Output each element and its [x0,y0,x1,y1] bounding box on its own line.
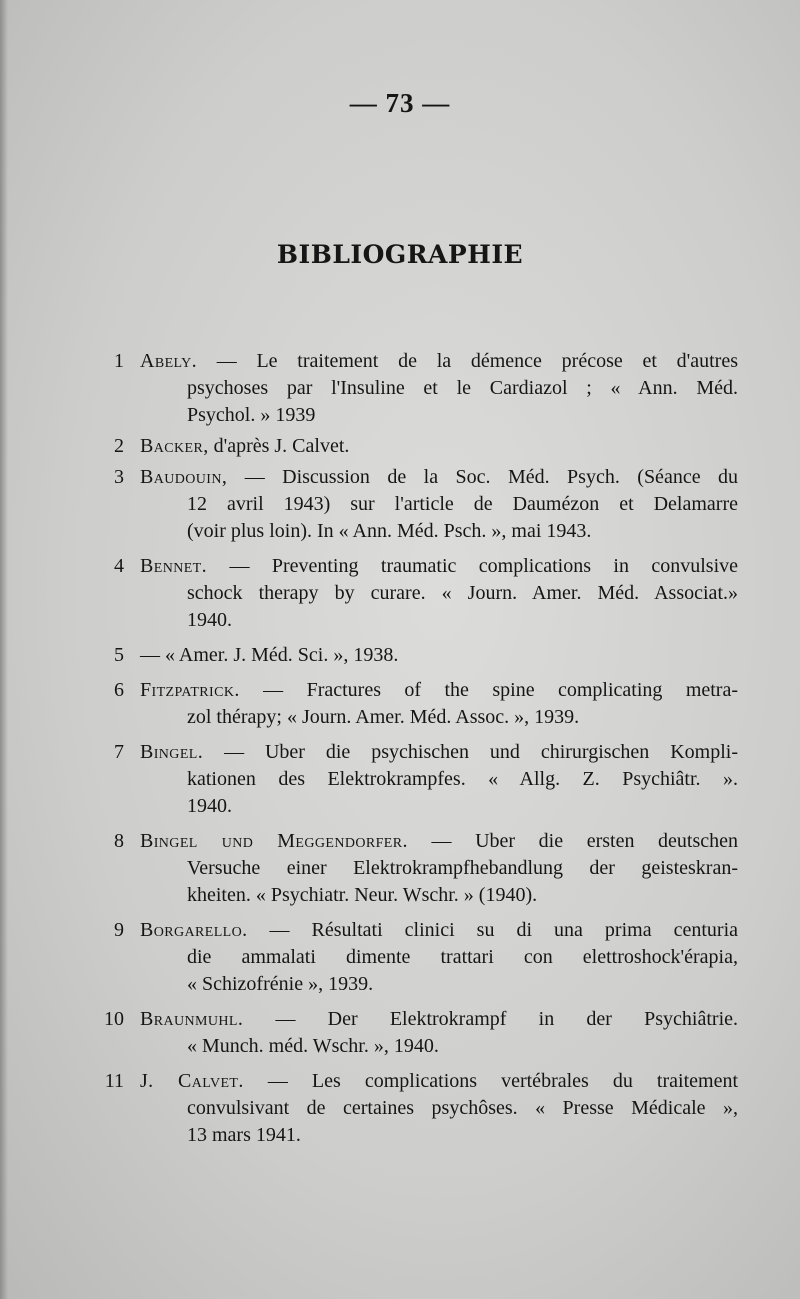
entry-line: 1940. [187,609,232,631]
entry-number: 1 [114,350,124,372]
entry-number: 11 [104,1070,124,1092]
bibliography-entry [104,1006,739,1060]
entry-number: 5 [114,644,124,666]
entry-line: kheiten. « Psychiatr. Neur. Wschr. » (1940). [187,884,538,906]
entry-line [140,739,738,766]
entry-number: 3 [114,466,124,488]
entry-line: Psychol. » 1939 [187,404,316,426]
bibliography-entry [114,348,738,429]
entry-text: — Fractures of the spine complicating metra- [263,679,739,701]
entry-text: — Résultati clinici su di una prima centuria [269,919,738,941]
entry-line: (voir plus loin). In « Ann. Méd. Psch. », mai 1943. [187,520,592,542]
entry-line [140,828,738,855]
entry-text: d'après J. Calvet. [213,435,350,457]
entry-author: Bingel und Meggendorfer. [140,830,408,852]
entry-line [140,433,738,460]
bibliography-list [0,340,800,1149]
entry-text: — Uber die ersten deutschen [431,830,739,852]
entry-number: 7 [114,741,124,763]
bibliography-entry [114,642,738,669]
entry-line [140,553,738,580]
entry-text: — Preventing traumatic complications in convulsive [229,555,739,577]
entry-number: 8 [114,830,124,852]
entry-author: Bingel. [140,741,204,763]
entry-line: convulsivant de certaines psychôses. « Presse Médicale », [187,1097,738,1119]
entry-author: Bennet. [140,555,208,577]
entry-line: zol thérapy; « Journ. Amer. Méd. Assoc. », 1939. [187,706,580,728]
entry-line [140,917,738,944]
bibliography-entry [114,677,739,731]
entry-number: 9 [114,919,124,941]
bibliography-entry [114,917,738,998]
bibliography-entry [114,553,739,634]
entry-line: 12 avril 1943) sur l'article de Daumézon et Delamarre [187,493,738,515]
entry-line: die ammalati dimente trattari con elettroshock'érapia, [187,946,738,968]
entry-line [140,348,738,375]
entry-line: 13 mars 1941. [187,1124,301,1146]
entry-text: — Uber die psychischen und chirurgischen Kompli- [224,741,738,763]
bibliography-heading: BIBLIOGRAPHIE [276,240,524,269]
entry-number: 10 [104,1008,124,1030]
entry-number: 6 [114,679,124,701]
bibliography-entry [104,1068,739,1149]
entry-author: Abely. [140,350,197,372]
entry-number: 2 [114,435,124,457]
entry-line [140,1068,738,1095]
page-number: — 73 — [349,88,451,118]
entry-line: schock therapy by curare. « Journ. Amer. Méd. Associat.» [187,582,738,604]
entry-author: Borgarello. [140,919,248,941]
entry-number: 4 [114,555,124,577]
bibliography-entry [114,433,738,460]
bibliography-entry [114,828,739,909]
bibliography-entry [114,739,738,820]
entry-line [140,1006,738,1033]
entry-line: psychoses par l'Insuline et le Cardiazol ; « Ann. Méd. [187,377,738,399]
entry-line: Versuche einer Elektrokrampfhebandlung der geisteskran- [187,857,738,879]
entry-line: — « Amer. J. Méd. Sci. », 1938. [140,644,399,666]
entry-author: Baudouin, [140,466,228,488]
entry-line: kationen des Elektrokrampfes. « Allg. Z. Psychiâtr. ». [187,768,738,790]
entry-text: — Der Elektrokrampf in der Psychiâtrie. [275,1008,739,1030]
entry-author: Braunmuhl. [140,1008,244,1030]
entry-line [140,464,738,491]
entry-line [140,677,738,704]
entry-author: Backer, [140,435,209,457]
bibliography-entry [114,464,739,545]
entry-line: 1940. [187,795,232,817]
entry-line: « Munch. méd. Wschr. », 1940. [187,1035,439,1057]
entry-line: « Schizofrénie », 1939. [187,973,374,995]
entry-author: J. Calvet. [140,1070,244,1092]
entry-text: — Les complications vertébrales du traitement [267,1070,739,1092]
entry-author: Fitzpatrick. [140,679,240,701]
entry-text: — Le traitement de la démence précose et d'autres [216,350,738,372]
entry-text: — Discussion de la Soc. Méd. Psych. (Séance du [244,466,739,488]
